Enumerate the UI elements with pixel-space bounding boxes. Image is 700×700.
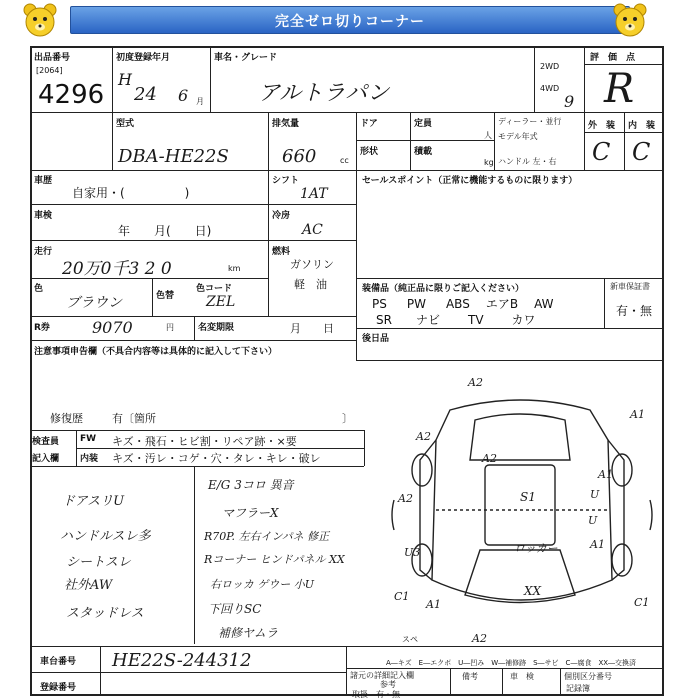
legend: A―キズ E―エクボ U―凹み W―補修跡 S―サビ C―腐食 XX―交換済 xyxy=(386,659,637,667)
handle-label: ハンドル 左・右 xyxy=(498,157,557,166)
damage-mark: ロッカー xyxy=(514,542,558,555)
sales-point-label: セールスポイント（正常に機能するものに限ります） xyxy=(362,176,578,186)
car-name: アルトラパン xyxy=(258,81,390,106)
drive-4wd: 4WD xyxy=(540,84,560,93)
inspection-value: 年 月( 日) xyxy=(118,224,212,238)
color-code-value: ZEL xyxy=(206,294,236,310)
note-left-2: ハンドルスレ多 xyxy=(60,529,151,544)
color-label: 色 xyxy=(34,284,44,294)
banner-bar xyxy=(70,6,630,34)
drive-mark: 9 xyxy=(564,92,575,111)
damage-mark: C1 xyxy=(634,596,650,609)
model-value: DBA-HE22S xyxy=(118,146,229,167)
note-right-3: R70P. 左右インパネ 修正 xyxy=(204,530,330,543)
ref-label: 参考 xyxy=(380,680,396,689)
note-left-5: スタッドレス xyxy=(66,606,144,621)
interior-items-label: 内装 xyxy=(80,454,99,464)
regnum-label: 登録番号 xyxy=(40,683,77,693)
door-label: ドア xyxy=(360,119,378,129)
damage-mark: XX xyxy=(524,584,542,598)
damage-mark: U xyxy=(588,514,598,527)
banner xyxy=(0,0,700,40)
damage-mark: A2 xyxy=(468,376,483,389)
damage-mark: A2 xyxy=(398,492,413,505)
bear-mascot-icon xyxy=(22,2,58,38)
mileage-unit: km xyxy=(228,264,241,273)
displacement-unit: cc xyxy=(340,156,349,165)
damage-mark: A2 xyxy=(416,430,431,443)
repair-value: 有〔箇所 xyxy=(112,412,156,425)
remarks-label: 備考 xyxy=(462,672,478,681)
displacement-value: 660 xyxy=(282,146,317,167)
form-label: 形状 xyxy=(360,147,379,157)
damage-mark: A1 xyxy=(590,538,605,551)
car-damage-diagram xyxy=(380,370,664,648)
equipment-row-2: SR ナビ TV カワ xyxy=(376,313,536,327)
drive-2wd: 2WD xyxy=(540,62,560,71)
handling-value: 有・無 xyxy=(376,690,400,699)
individual-number-label: 個別区分番号 xyxy=(564,672,612,681)
note-left-3: シートスレ xyxy=(66,555,131,570)
interior-items: キズ・汚レ・コゲ・穴・タレ・キレ・破レ xyxy=(112,452,321,465)
lot-number: 4296 xyxy=(38,80,105,110)
damage-mark: A1 xyxy=(598,468,613,481)
warranty-value: 有・無 xyxy=(616,304,653,318)
note-right-6: 下回りSC xyxy=(208,602,262,616)
reg-era: H xyxy=(118,70,132,89)
note-right-2: マフラーX xyxy=(222,506,279,520)
note-right-1: E/G 3コロ 異音 xyxy=(208,478,294,492)
dealer-label: ディーラー・並行 xyxy=(498,117,562,126)
interior-label: 内 装 xyxy=(628,121,656,131)
fuel-diesel: 軽 油 xyxy=(294,278,327,291)
mileage-value: 20万0千3 2 0 xyxy=(62,259,172,279)
lot-label: 出品番号 xyxy=(34,53,71,63)
equipment-row-1: PS PW ABS エアB AW xyxy=(372,297,554,311)
handling-label: 取扱 xyxy=(352,690,368,699)
note-right-4: Rコーナー ヒンドパネル XX xyxy=(204,553,345,566)
banner-title: 完全ゼロ切りコーナー xyxy=(275,14,425,30)
model-label: 型式 xyxy=(116,119,135,129)
entry-label: 記入欄 xyxy=(32,454,60,464)
color-code-label: 色コード xyxy=(196,284,233,294)
note-right-5: 右ロッカ ゲウー 小U xyxy=(210,578,315,591)
warranty-label: 新車保証書 xyxy=(610,282,650,291)
shaken-label: 車 検 xyxy=(510,672,534,681)
color-change-label: 色替 xyxy=(156,291,175,301)
damage-mark: U3 xyxy=(404,546,421,559)
fw-items: キズ・飛石・ヒビ割・リペア跡・×要 xyxy=(112,435,297,448)
reg-label: 初度登録年月 xyxy=(116,53,171,63)
inspector-label: 検査員 xyxy=(32,437,60,447)
reg-month: 6 xyxy=(178,86,189,105)
displacement-label: 排気量 xyxy=(272,119,300,129)
history-label: 車歴 xyxy=(34,176,53,186)
ticket-unit: 円 xyxy=(166,323,174,332)
reg-year: 24 xyxy=(134,84,157,105)
color-value: ブラウン xyxy=(66,295,122,311)
damage-mark: A2 xyxy=(482,452,497,465)
exterior-grade: C xyxy=(592,138,611,166)
interior-grade: C xyxy=(632,138,651,166)
shift-label: シフト xyxy=(272,176,300,186)
chassis-label: 車台番号 xyxy=(40,657,77,667)
chassis-value: HE22S-244312 xyxy=(112,650,252,671)
damage-mark: C1 xyxy=(394,590,410,603)
grade-value: R xyxy=(604,66,635,112)
name-label: 車名・グレード xyxy=(214,53,278,63)
inspection-label: 車検 xyxy=(34,211,53,221)
reg-month-unit: 月 xyxy=(196,97,204,106)
ac-value: AC xyxy=(302,222,323,238)
load-label: 積載 xyxy=(414,147,433,157)
fuel-gasoline: ガソリン xyxy=(290,258,334,271)
capacity-unit: 人 xyxy=(484,131,492,140)
fw-label: FW xyxy=(80,434,97,444)
repair-label: 修復歴 xyxy=(50,412,83,425)
note-left-1: ドアスリU xyxy=(62,494,125,509)
capacity-label: 定員 xyxy=(414,119,433,129)
rear-item-label: 後日品 xyxy=(362,334,390,344)
equipment-label: 装備品（純正品に限りご記入ください） xyxy=(362,284,525,294)
ac-label: 冷房 xyxy=(272,211,291,221)
note-left-4: 社外AW xyxy=(64,578,113,593)
model-year-label: モデル年式 xyxy=(498,132,538,141)
damage-mark: A1 xyxy=(426,598,441,611)
lot-small: [2064] xyxy=(36,66,63,75)
shift-value: 1AT xyxy=(300,186,328,202)
bear-mascot-icon xyxy=(612,2,648,38)
load-unit: kg xyxy=(484,158,494,167)
ticket-value: 9070 xyxy=(92,318,133,337)
record-book-label: 記録簿 xyxy=(566,684,590,693)
damage-mark: A2 xyxy=(472,632,487,645)
name-change-label: 名変期限 xyxy=(198,323,235,333)
damage-mark: U xyxy=(590,488,600,501)
damage-mark: スペ xyxy=(402,635,418,644)
name-change-value: 月 日 xyxy=(290,322,334,335)
exterior-label: 外 装 xyxy=(588,121,616,131)
damage-mark: S1 xyxy=(520,490,536,504)
grade-label: 評 価 点 xyxy=(590,53,636,63)
spec-label: 諸元の詳細記入欄 xyxy=(350,671,414,680)
note-right-7: 補修ヤムラ xyxy=(218,626,278,640)
notes-label: 注意事項申告欄（不具合内容等は具体的に記入して下さい） xyxy=(34,347,278,357)
fuel-label: 燃料 xyxy=(272,247,291,257)
mileage-label: 走行 xyxy=(34,247,53,257)
history-value: 自家用・( ) xyxy=(72,186,190,200)
damage-mark: A1 xyxy=(630,408,645,421)
ticket-label: R券 xyxy=(34,323,50,333)
